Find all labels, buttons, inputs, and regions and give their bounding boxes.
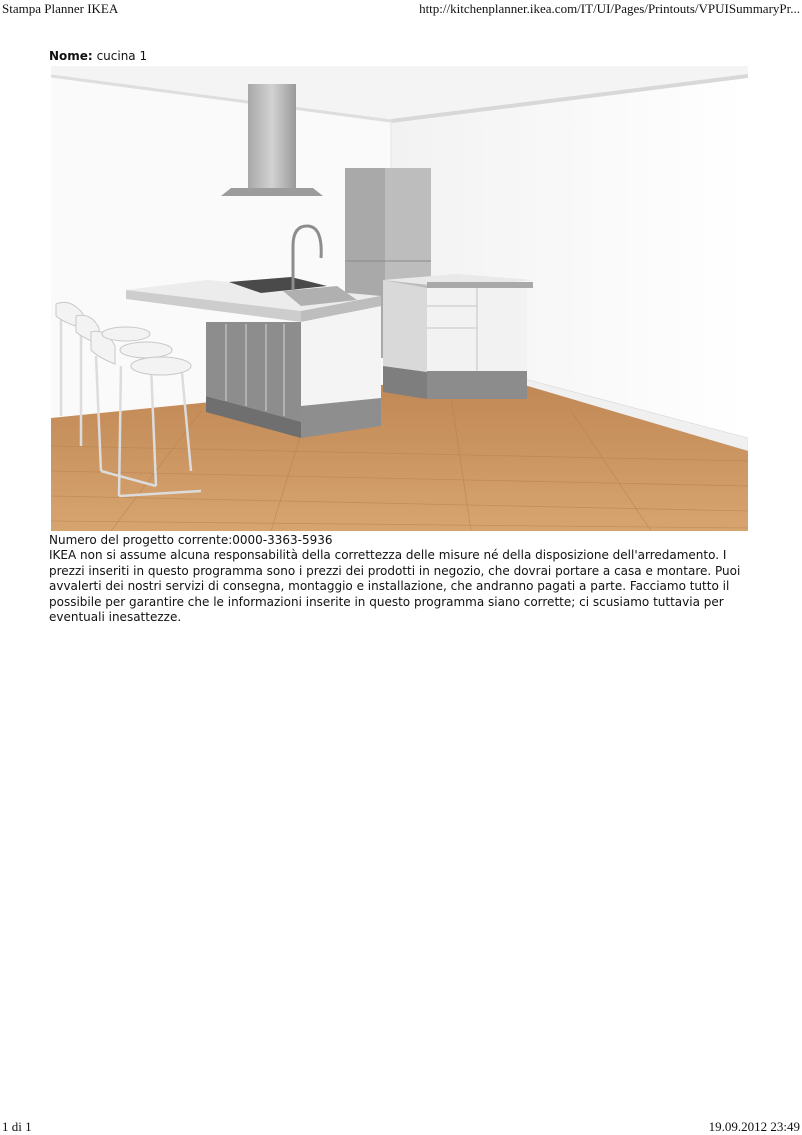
print-datetime: 19.09.2012 23:49 xyxy=(708,1119,800,1134)
print-header-url: http://kitchenplanner.ikea.com/IT/UI/Pages/Printouts/VPUISummaryPr... xyxy=(419,1,800,16)
project-name-line xyxy=(49,49,147,63)
project-name-label: Nome: xyxy=(49,49,93,63)
hood-canopy xyxy=(221,188,323,196)
project-number: Numero del progetto corrente:0000-3363-5936 xyxy=(49,533,333,547)
project-name-value: cucina 1 xyxy=(96,49,148,63)
kitchen-3d-render xyxy=(51,66,748,531)
page-counter: 1 di 1 xyxy=(2,1119,32,1134)
hood-chimney xyxy=(248,84,296,188)
disclaimer-text: IKEA non si assume alcuna responsabilità della correttezza delle misure né della disposizione dell'arredamento. I prezzi inseriti in questo programma sono i prezzi dei prodotti in negozio, che dovrai portare a casa e montare. Puoi avvalerti dei nostri servizi di consegna, montaggio e installazione, che andranno pagati a parte. Facciamo tutto il possibile per garantire che le informazioni inserite in questo programma siano corrette; ci scusiamo tuttavia per eventuali inesattezze. xyxy=(49,548,741,624)
print-header-title: Stampa Planner IKEA xyxy=(2,1,119,16)
